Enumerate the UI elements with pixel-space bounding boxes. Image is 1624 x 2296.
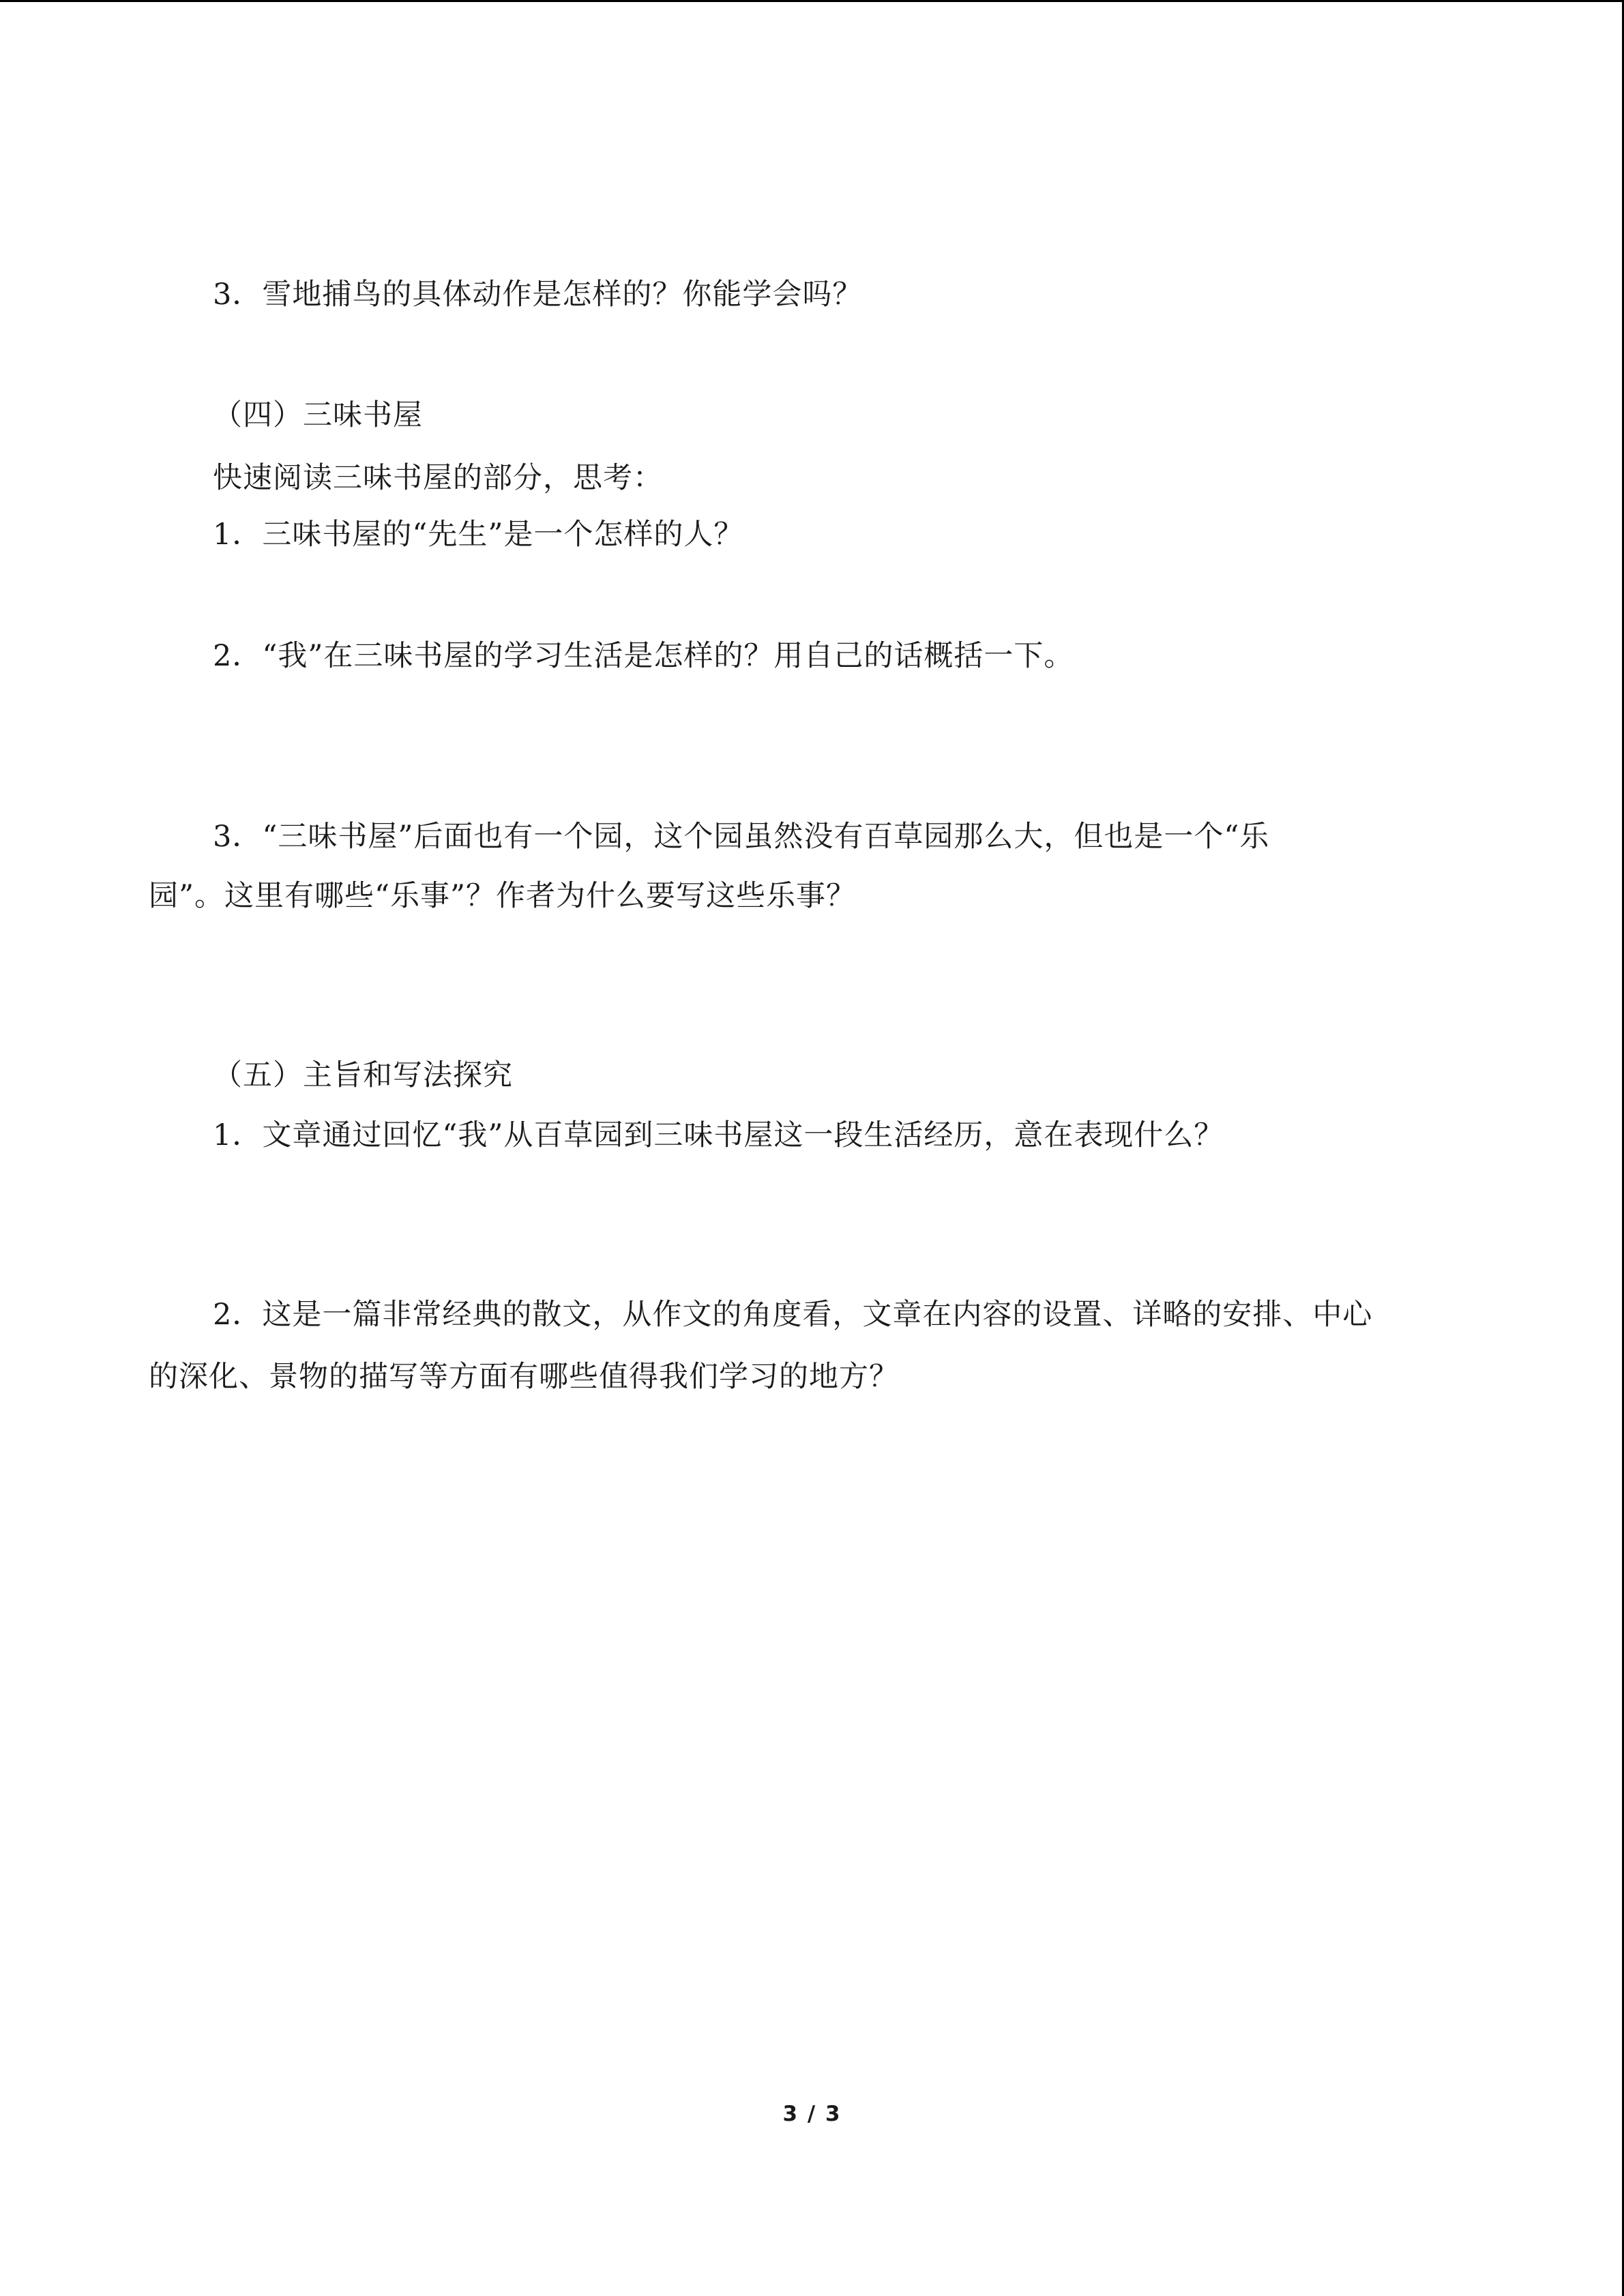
question-3-snow-bird: 3．雪地捕鸟的具体动作是怎样的？你能学会吗？ bbox=[213, 278, 863, 312]
section-heading-5: （五）主旨和写法探究 bbox=[213, 1058, 513, 1092]
section-4-question-3-line-1: 3．“三味书屋”后面也有一个园，这个园虽然没有百草园那么大，但也是一个“乐 bbox=[213, 820, 1270, 854]
page-number: 3 / 3 bbox=[782, 2102, 842, 2126]
section-5-question-2-line-2: 的深化、景物的描写等方面有哪些值得我们学习的地方？ bbox=[149, 1360, 899, 1394]
section-5-question-2-line-1: 2．这是一篇非常经典的散文，从作文的角度看，文章在内容的设置、详略的安排、中心 bbox=[213, 1298, 1373, 1332]
section-5-question-1: 1．文章通过回忆“我”从百草园到三味书屋这一段生活经历，意在表现什么？ bbox=[213, 1118, 1224, 1152]
section-4-question-3-line-2: 园”。这里有哪些“乐事”？作者为什么要写这些乐事？ bbox=[149, 879, 856, 913]
section-4-question-2: 2．“我”在三味书屋的学习生活是怎样的？用自己的话概括一下。 bbox=[213, 639, 1074, 673]
section-heading-4: （四）三味书屋 bbox=[213, 398, 423, 432]
section-4-question-1: 1．三味书屋的“先生”是一个怎样的人？ bbox=[213, 518, 744, 552]
section-4-instruction: 快速阅读三味书屋的部分，思考： bbox=[213, 461, 663, 495]
